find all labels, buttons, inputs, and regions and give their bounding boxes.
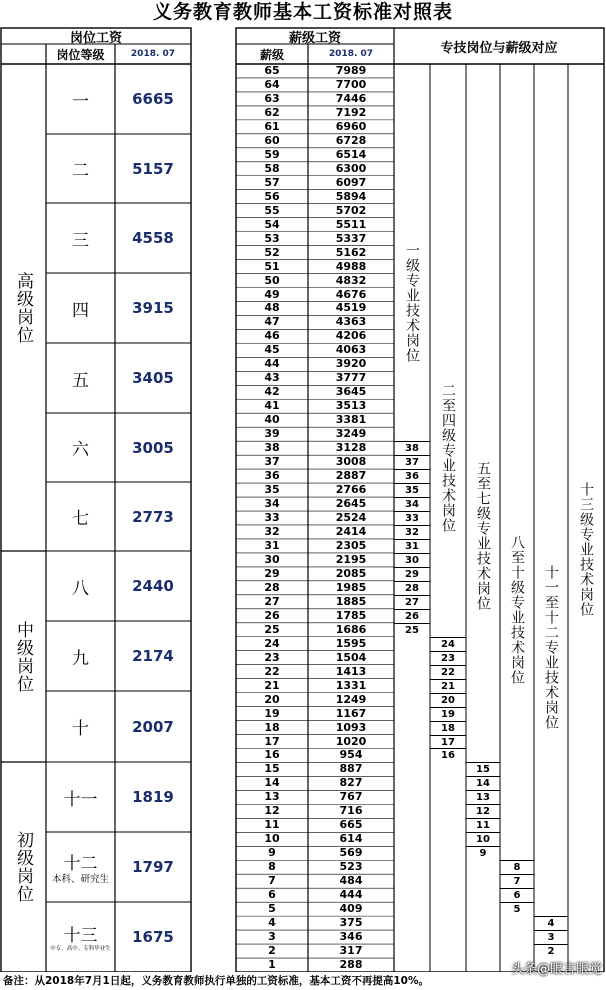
grade-label-cell — [46, 64, 115, 134]
salary-row — [236, 413, 394, 427]
salary-row — [236, 232, 394, 246]
tech-level-cell: 37 — [394, 455, 430, 469]
salary-row — [236, 846, 394, 860]
tech-level-cell: 29 — [394, 567, 430, 581]
salary-row — [236, 888, 394, 902]
grade-amount: 4558 — [132, 229, 174, 247]
salary-level: 55 — [264, 203, 280, 217]
salary-row — [236, 134, 394, 148]
salary-row — [236, 693, 394, 707]
salary-amount: 4988 — [335, 259, 367, 273]
salary-row — [236, 623, 394, 637]
salary-level: 39 — [264, 427, 280, 441]
salary-row — [236, 148, 394, 162]
salary-level: 30 — [264, 552, 280, 566]
salary-amount: 4676 — [335, 287, 367, 301]
salary-row — [236, 818, 394, 832]
grade-amount: 1675 — [132, 928, 174, 946]
salary-amount: 5337 — [335, 231, 367, 245]
salary-amount: 1167 — [335, 706, 367, 720]
salary-level: 22 — [264, 664, 280, 678]
salary-level: 64 — [264, 77, 280, 91]
tech-level-cell: 7 — [500, 874, 534, 888]
grade-label-cell — [46, 134, 115, 203]
salary-level: 36 — [264, 469, 280, 483]
salary-row — [236, 595, 394, 609]
grade-label: 一 — [72, 91, 89, 112]
salary-row — [236, 497, 394, 511]
salary-row — [236, 609, 394, 623]
salary-level: 7 — [268, 874, 276, 888]
salary-level: 11 — [264, 818, 280, 832]
salary-row — [236, 204, 394, 218]
tech-position-label: 八至十级专业技术岗位 — [509, 534, 525, 685]
salary-level: 9 — [268, 846, 276, 860]
salary-amount: 1331 — [335, 678, 367, 692]
salary-amount: 317 — [339, 944, 363, 958]
salary-row — [236, 218, 394, 232]
salary-level: 27 — [264, 594, 280, 608]
salary-amount: 3128 — [335, 441, 367, 455]
salary-level: 12 — [264, 804, 280, 818]
salary-row — [236, 78, 394, 92]
salary-level: 34 — [264, 497, 280, 511]
tech-level-cell: 2 — [534, 944, 568, 958]
salary-row — [236, 637, 394, 651]
tech-level-cell: 9 — [466, 846, 500, 860]
salary-amount: 3777 — [335, 371, 367, 385]
grade-label-cell — [46, 902, 115, 972]
salary-level: 17 — [264, 734, 280, 748]
salary-amount: 2414 — [335, 524, 367, 538]
tech-level-cell: 26 — [394, 609, 430, 623]
salary-amount: 2305 — [335, 538, 367, 552]
salary-row — [236, 553, 394, 567]
grade-label: 五 — [72, 370, 89, 391]
tech-level-cell: 28 — [394, 581, 430, 595]
salary-row — [236, 525, 394, 539]
salary-level: 15 — [264, 762, 280, 776]
level-date-column-header: 2018. 07 — [328, 49, 374, 59]
salary-level: 31 — [264, 538, 280, 552]
salary-level: 14 — [264, 776, 280, 790]
salary-level: 49 — [264, 287, 280, 301]
salary-row — [236, 776, 394, 790]
tech-level-cell: 38 — [394, 441, 430, 455]
salary-row — [236, 651, 394, 665]
tech-level-cell: 10 — [466, 832, 500, 846]
salary-amount: 484 — [339, 874, 363, 888]
page-title: 义务教育教师基本工资标准对照表 — [0, 0, 606, 24]
salary-row — [236, 930, 394, 944]
salary-level: 44 — [264, 357, 280, 371]
salary-level: 47 — [264, 315, 280, 329]
salary-row — [236, 120, 394, 134]
salary-amount: 1785 — [335, 608, 367, 622]
grade-label-cell — [46, 413, 115, 482]
salary-level: 52 — [264, 245, 280, 259]
salary-row — [236, 162, 394, 176]
salary-level: 63 — [264, 91, 280, 105]
tech-position-label: 二至四级专业技术岗位 — [440, 382, 456, 533]
salary-amount: 1413 — [335, 664, 367, 678]
tech-level-cell: 16 — [430, 748, 466, 762]
tech-position-header: 专技岗位与薪级对应 — [440, 40, 558, 56]
salary-amount: 4363 — [335, 315, 367, 329]
salary-row — [236, 441, 394, 455]
tech-level-cell: 17 — [430, 735, 466, 749]
tech-level-cell: 21 — [430, 679, 466, 693]
salary-amount: 5162 — [335, 245, 367, 259]
salary-row — [236, 944, 394, 958]
grade-label-cell — [46, 621, 115, 691]
salary-level: 4 — [268, 916, 276, 930]
salary-level: 42 — [264, 385, 280, 399]
salary-row — [236, 246, 394, 260]
salary-level: 38 — [264, 441, 280, 455]
salary-amount: 4063 — [335, 343, 367, 357]
salary-row — [236, 958, 394, 972]
salary-row — [236, 190, 394, 204]
salary-row — [236, 64, 394, 78]
salary-amount: 1504 — [335, 650, 367, 664]
salary-level: 58 — [264, 161, 280, 175]
salary-amount: 3513 — [335, 399, 367, 413]
tech-level-cell: 36 — [394, 469, 430, 483]
salary-amount: 3249 — [335, 427, 367, 441]
salary-level: 59 — [264, 147, 280, 161]
salary-amount: 1093 — [335, 720, 367, 734]
grade-amount: 3005 — [132, 438, 174, 457]
salary-level: 28 — [264, 580, 280, 594]
tech-level-cell: 13 — [466, 790, 500, 804]
tech-level-cell: 34 — [394, 497, 430, 511]
salary-row — [236, 832, 394, 846]
salary-amount: 2085 — [335, 566, 367, 580]
salary-amount: 4832 — [335, 273, 367, 287]
salary-level: 29 — [264, 566, 280, 580]
grade-label-cell — [46, 273, 115, 343]
salary-row — [236, 260, 394, 274]
salary-level: 13 — [264, 790, 280, 804]
salary-row — [236, 707, 394, 721]
salary-level: 5 — [268, 902, 276, 916]
grade-amount: 2007 — [132, 717, 174, 736]
tech-position-label: 一级专业技术岗位 — [404, 242, 420, 363]
salary-row — [236, 567, 394, 581]
salary-amount: 1885 — [335, 594, 367, 608]
tech-level-cell: 12 — [466, 804, 500, 818]
tech-position-label: 十一至十二专业技术岗位 — [543, 565, 559, 731]
salary-level: 20 — [264, 692, 280, 706]
salary-row — [236, 315, 394, 329]
salary-level: 19 — [264, 706, 280, 720]
salary-level: 16 — [264, 748, 280, 762]
salary-amount: 3381 — [335, 413, 367, 427]
grade-amount: 1819 — [132, 788, 174, 806]
salary-row — [236, 371, 394, 385]
salary-row — [236, 357, 394, 371]
salary-level: 21 — [264, 678, 280, 692]
grade-label: 六 — [72, 440, 89, 460]
salary-row — [236, 288, 394, 302]
grade-sublabel: 本科、研究生 — [51, 873, 109, 885]
tech-level-cell: 35 — [394, 483, 430, 497]
salary-level: 6 — [268, 888, 276, 902]
salary-row — [236, 790, 394, 804]
salary-amount: 3645 — [335, 385, 367, 399]
salary-amount: 409 — [339, 902, 363, 916]
salary-amount: 6960 — [335, 119, 367, 133]
salary-row — [236, 343, 394, 357]
grade-label: 七 — [72, 509, 89, 529]
grade-label: 十二 — [63, 853, 98, 874]
salary-amount: 4206 — [335, 329, 367, 343]
grade-label-cell — [46, 832, 115, 902]
salary-amount: 1020 — [335, 734, 367, 748]
salary-amount: 569 — [339, 846, 363, 860]
grade-amount: 2773 — [132, 507, 174, 526]
grade-label: 八 — [72, 578, 89, 599]
grade-label-cell — [46, 762, 115, 832]
tech-level-cell: 22 — [430, 665, 466, 679]
salary-amount: 954 — [339, 748, 363, 762]
salary-row — [236, 511, 394, 525]
salary-level: 8 — [268, 860, 276, 874]
grade-amount: 3405 — [132, 369, 174, 387]
salary-row — [236, 762, 394, 776]
tech-position-label: 五至七级专业技术岗位 — [475, 460, 491, 611]
salary-row — [236, 874, 394, 888]
salary-level: 60 — [264, 133, 280, 147]
grade-label-cell — [46, 551, 115, 621]
salary-amount: 665 — [339, 818, 363, 832]
salary-amount: 7192 — [335, 105, 367, 119]
salary-amount: 2195 — [335, 552, 367, 566]
grade-amount: 3915 — [132, 299, 174, 317]
salary-amount: 887 — [339, 762, 363, 776]
salary-amount: 827 — [339, 776, 363, 790]
salary-amount: 6300 — [335, 161, 367, 175]
level-salary-header: 薪级工资 — [288, 30, 341, 46]
grade-amount: 6665 — [132, 90, 174, 108]
salary-level: 1 — [268, 958, 276, 972]
salary-level: 26 — [264, 608, 280, 622]
tech-level-cell: 19 — [430, 707, 466, 721]
tech-level-cell: 31 — [394, 539, 430, 553]
salary-level: 43 — [264, 371, 280, 385]
grade-amount: 5157 — [132, 159, 174, 178]
salary-level: 23 — [264, 650, 280, 664]
salary-row — [236, 92, 394, 106]
salary-row — [236, 329, 394, 343]
grade-label-cell — [46, 203, 115, 273]
category-junior: 初级岗位 — [13, 831, 33, 903]
salary-level: 33 — [264, 511, 280, 524]
salary-level: 2 — [268, 944, 276, 958]
salary-amount: 3008 — [335, 455, 367, 469]
salary-level: 61 — [264, 119, 280, 133]
salary-amount: 523 — [339, 860, 363, 874]
tech-level-cell: 5 — [500, 902, 534, 916]
salary-amount: 614 — [339, 832, 363, 846]
grade-label-cell — [46, 482, 115, 551]
salary-level: 35 — [264, 483, 280, 497]
salary-level: 46 — [264, 329, 280, 343]
salary-amount: 6514 — [335, 147, 367, 161]
tech-level-cell: 24 — [430, 637, 466, 651]
grade-label: 十一 — [63, 789, 98, 810]
salary-row — [236, 176, 394, 190]
salary-amount: 2766 — [335, 483, 367, 497]
salary-row — [236, 106, 394, 120]
salary-amount: 7700 — [335, 77, 367, 91]
grade-amount: 2440 — [132, 577, 174, 595]
salary-row — [236, 385, 394, 399]
salary-amount: 2887 — [335, 469, 367, 483]
salary-level: 57 — [264, 175, 280, 189]
salary-level: 40 — [264, 413, 280, 427]
tech-level-cell: 30 — [394, 553, 430, 567]
salary-amount: 1985 — [335, 580, 367, 594]
salary-level: 3 — [268, 930, 276, 944]
tech-level-cell: 4 — [534, 916, 568, 930]
salary-amount: 5894 — [335, 189, 367, 203]
tech-level-cell: 15 — [466, 762, 500, 776]
grade-label: 十 — [72, 719, 89, 739]
salary-amount: 7446 — [335, 91, 367, 105]
salary-row — [236, 916, 394, 930]
salary-amount: 2645 — [335, 497, 367, 511]
salary-amount: 1595 — [335, 636, 367, 650]
salary-row — [236, 721, 394, 735]
position-salary-header: 岗位工资 — [69, 30, 122, 46]
tech-level-cell: 32 — [394, 525, 430, 539]
salary-row — [236, 274, 394, 288]
salary-row — [236, 679, 394, 693]
date-column-header: 2018. 07 — [130, 49, 176, 59]
salary-row — [236, 860, 394, 874]
salary-level: 45 — [264, 343, 280, 357]
salary-level: 51 — [264, 259, 280, 273]
salary-row — [236, 581, 394, 595]
salary-amount: 1686 — [335, 622, 367, 636]
salary-level: 50 — [264, 273, 280, 287]
grade-label-cell — [46, 343, 115, 413]
grade-label: 二 — [72, 161, 89, 181]
tech-level-cell: 27 — [394, 595, 430, 609]
salary-amount: 346 — [339, 930, 363, 944]
salary-level: 54 — [264, 217, 280, 231]
grade-label-cell — [46, 691, 115, 762]
level-column-header: 薪级 — [259, 47, 284, 62]
salary-level: 25 — [264, 622, 280, 636]
tech-level-cell: 8 — [500, 860, 534, 874]
salary-amount: 7989 — [335, 64, 367, 77]
tech-level-cell: 25 — [394, 623, 430, 637]
grade-label: 十三 — [63, 926, 98, 946]
salary-level: 10 — [264, 832, 280, 846]
tech-level-cell: 33 — [394, 511, 430, 525]
salary-row — [236, 665, 394, 679]
salary-row — [236, 399, 394, 413]
salary-amount: 5702 — [335, 203, 367, 217]
salary-amount: 767 — [339, 790, 363, 804]
tech-level-cell: 6 — [500, 888, 534, 902]
salary-level: 48 — [264, 301, 280, 315]
salary-row — [236, 748, 394, 762]
salary-amount: 2524 — [335, 511, 367, 524]
salary-level: 32 — [264, 524, 280, 538]
salary-amount: 288 — [339, 958, 363, 972]
grade-label: 九 — [72, 648, 89, 669]
salary-row — [236, 455, 394, 469]
salary-level: 56 — [264, 189, 280, 203]
grade-amount: 2174 — [132, 647, 174, 665]
salary-amount: 716 — [339, 804, 363, 818]
salary-amount: 375 — [339, 916, 363, 930]
grade-amount: 1797 — [132, 858, 174, 876]
salary-level: 18 — [264, 720, 280, 734]
tech-level-cell: 18 — [430, 721, 466, 735]
tech-level-cell: 11 — [466, 818, 500, 832]
salary-row — [236, 469, 394, 483]
tech-level-cell: 23 — [430, 651, 466, 665]
salary-row — [236, 902, 394, 916]
salary-amount: 4519 — [335, 301, 367, 315]
salary-row — [236, 427, 394, 441]
salary-row — [236, 804, 394, 818]
salary-amount: 6097 — [335, 175, 367, 189]
salary-row — [236, 735, 394, 749]
salary-amount: 3920 — [335, 357, 367, 371]
salary-level: 65 — [264, 64, 280, 77]
salary-level: 53 — [264, 231, 280, 245]
salary-amount: 444 — [339, 888, 363, 902]
salary-level: 41 — [264, 399, 280, 413]
tech-position-label: 十三级专业技术岗位 — [578, 481, 594, 617]
tech-level-cell: 3 — [534, 930, 568, 944]
salary-row — [236, 301, 394, 315]
footnote: 备注：从2018年7月1日起，义务教育教师执行单独的工资标准，基本工资不再提高10%。 — [0, 972, 606, 990]
grade-label: 三 — [72, 230, 89, 251]
salary-level: 37 — [264, 455, 280, 469]
salary-amount: 1249 — [335, 692, 367, 706]
grade-label: 四 — [72, 300, 89, 321]
salary-row — [236, 539, 394, 553]
salary-level: 24 — [264, 636, 280, 650]
salary-amount: 5511 — [335, 217, 367, 231]
category-intermediate: 中级岗位 — [13, 620, 33, 693]
category-senior: 高级岗位 — [13, 271, 33, 344]
watermark: 头条@眼言眼觉 — [510, 962, 602, 977]
salary-row — [236, 483, 394, 497]
tech-level-cell: 14 — [466, 776, 500, 790]
grade-column-header: 岗位等级 — [56, 47, 105, 62]
grade-sublabel: 中专、高中、专科毕业生 — [50, 946, 111, 952]
tech-level-cell: 20 — [430, 693, 466, 707]
salary-level: 62 — [264, 105, 280, 119]
salary-amount: 6728 — [335, 133, 367, 147]
